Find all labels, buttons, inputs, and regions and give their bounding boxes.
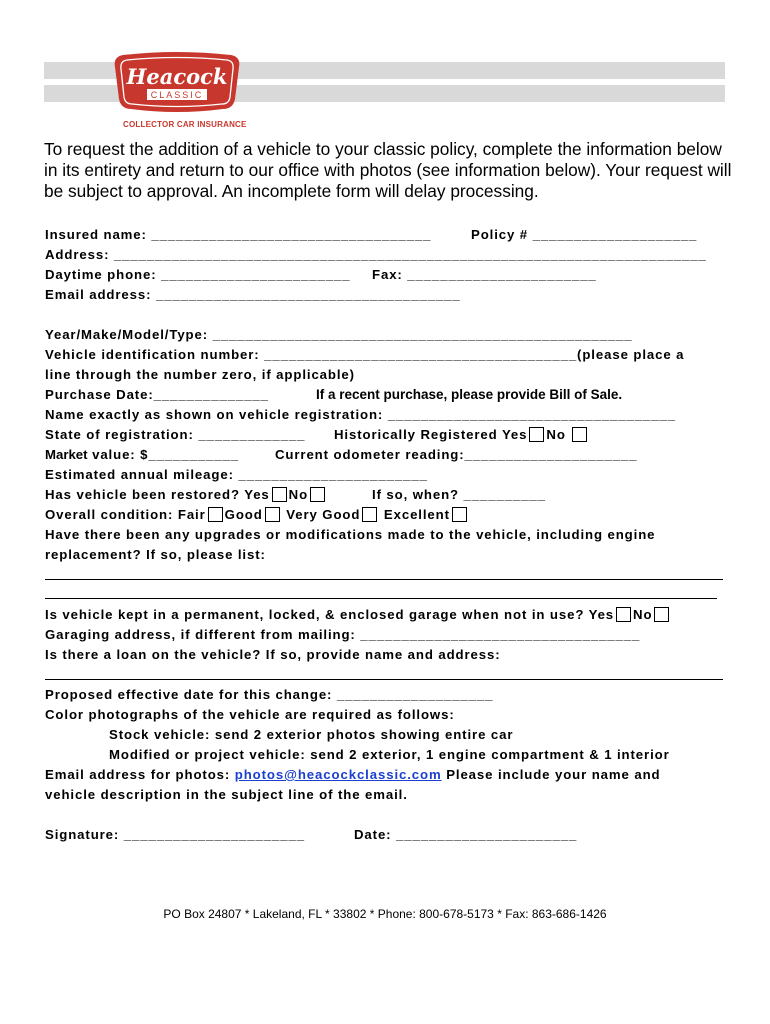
odometer-field[interactable]: Current odometer reading:_____________________ — [275, 447, 638, 462]
hist-yes-checkbox[interactable] — [529, 427, 544, 442]
fax-field[interactable]: Fax: _______________________ — [372, 267, 597, 282]
state-registration-field[interactable]: State of registration: _____________ — [45, 427, 306, 442]
effective-date-field[interactable]: Proposed effective date for this change: ___________________ — [45, 687, 494, 702]
signature-field[interactable]: Signature: ______________________ — [45, 827, 305, 842]
date-field[interactable]: Date: ______________________ — [354, 827, 578, 842]
vin-note: line through the number zero, if applicable) — [45, 367, 355, 382]
condition-excellent-checkbox[interactable] — [452, 507, 467, 522]
footer-contact: PO Box 24807 * Lakeland, FL * 33802 * Phone: 800-678-5173 * Fax: 863-686-1426 — [163, 907, 607, 921]
bill-of-sale-note: If a recent purchase, please provide Bill of Sale. — [316, 387, 623, 402]
upgrades-question: Have there been any upgrades or modifications made to the vehicle, including engine — [45, 527, 656, 542]
garage-no-checkbox[interactable] — [654, 607, 669, 622]
stock-vehicle-note: Stock vehicle: send 2 exterior photos showing entire car — [109, 727, 514, 742]
purchase-date-field[interactable]: Purchase Date:______________ — [45, 387, 269, 402]
policy-number-field[interactable]: Policy # ____________________ — [471, 227, 698, 242]
overall-condition-row: Overall condition: Fair Good Very Good Excellent — [45, 506, 469, 524]
photos-required-heading: Color photographs of the vehicle are required as follows: — [45, 707, 455, 722]
market-value-field[interactable]: Market value: $___________ — [45, 447, 239, 462]
address-field[interactable]: Address: ________________________________________________________________________ — [45, 247, 707, 262]
email-address-field[interactable]: Email address: _____________________________________ — [45, 287, 461, 302]
intro-paragraph: To request the addition of a vehicle to your classic policy, complete the information below in its entirety and return to our office with photos (see information below). Your request will be subject to approval. An incomplete form will delay processing. — [44, 139, 732, 201]
year-make-model-field[interactable]: Year/Make/Model/Type: ___________________________________________________ — [45, 327, 633, 342]
upgrades-line-2[interactable] — [45, 598, 717, 599]
registration-name-field[interactable]: Name exactly as shown on vehicle registration: ___________________________________ — [45, 407, 676, 422]
restored-no-checkbox[interactable] — [310, 487, 325, 502]
condition-very-good-checkbox[interactable] — [362, 507, 377, 522]
garage-yes-checkbox[interactable] — [616, 607, 631, 622]
modified-vehicle-note: Modified or project vehicle: send 2 exterior, 1 engine compartment & 1 interior — [109, 747, 670, 762]
logo-wordmark: Heacock — [126, 64, 228, 89]
heacock-logo — [113, 51, 241, 115]
brand-tagline: COLLECTOR CAR INSURANCE — [123, 120, 247, 129]
restored-row: Has vehicle been restored? Yes No — [45, 486, 327, 504]
loan-line[interactable] — [45, 679, 723, 680]
hist-no-checkbox[interactable] — [572, 427, 587, 442]
upgrades-line-1[interactable] — [45, 579, 723, 580]
historically-registered-row: Historically Registered Yes No — [334, 426, 589, 444]
condition-good-checkbox[interactable] — [265, 507, 280, 522]
loan-question: Is there a loan on the vehicle? If so, provide name and address: — [45, 647, 501, 662]
logo-subtitle: CLASSIC — [150, 90, 204, 100]
daytime-phone-field[interactable]: Daytime phone: _______________________ — [45, 267, 351, 282]
upgrades-question-cont: replacement? If so, please list: — [45, 547, 266, 562]
email-photos-row: Email address for photos: photos@heacockclassic.com Please include your name and — [45, 767, 661, 782]
insured-name-field[interactable]: Insured name: __________________________________ — [45, 227, 432, 242]
vin-field[interactable]: Vehicle identification number: ______________________________________(please place a — [45, 347, 685, 362]
garaging-address-field[interactable]: Garaging address, if different from mailing: __________________________________ — [45, 627, 641, 642]
annual-mileage-field[interactable]: Estimated annual mileage: _______________________ — [45, 467, 428, 482]
restored-when-field[interactable]: If so, when? __________ — [372, 487, 546, 502]
garage-question-row: Is vehicle kept in a permanent, locked, & enclosed garage when not in use? Yes No — [45, 606, 671, 624]
restored-yes-checkbox[interactable] — [272, 487, 287, 502]
condition-fair-checkbox[interactable] — [208, 507, 223, 522]
photos-email-link[interactable]: photos@heacockclassic.com — [234, 767, 442, 782]
subject-line-note: vehicle description in the subject line of the email. — [45, 787, 408, 802]
